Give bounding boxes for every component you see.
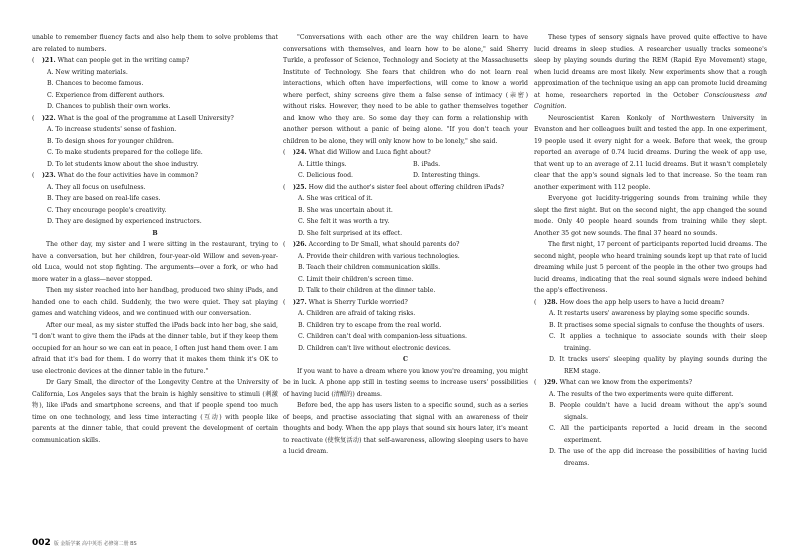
option: D. It tracks users' sleeping quality by playing sounds during the REM stage. (549, 356, 767, 375)
option: D. To let students know about the shoe industry. (47, 160, 199, 168)
option: B. Teach their children communication skills. (298, 264, 441, 271)
question-26: ( )26. According to Dr Small, what should parents do? A. Provide their children with various technologies. B. Teach their children communication skills. C. Limit their children's screen time. D. Talk to their children at the dinner table. (283, 239, 528, 297)
option: C. All the participants reported a lucid dream in the second experiment. (549, 425, 767, 444)
option: C. Experience from different authors. (47, 91, 165, 99)
option: D. They are designed by experienced instructors. (47, 218, 202, 225)
question-23: ( )23. What do the four activities have in common? A. They all focus on usefulness. B. They are based on real-life cases. C. They encourage people's creativity. D. They are designed by experienced instructors. (32, 170, 278, 228)
question-22: ( )22. What is the goal of the programme at Lasell University? A. To increase students' sense of fashion. B. To design shoes for younger children. C. To make students prepared for the college life. D. To let students know about the shoe industry. (32, 113, 278, 171)
option: D. She felt surprised at its effect. (298, 229, 403, 237)
question-text: What is the goal of the programme at Lasell University? (57, 114, 234, 122)
question-text: How does the app help users to have a lucid dream? (559, 298, 725, 306)
section-heading-c: C (403, 356, 408, 363)
section-heading-b: B (152, 229, 158, 237)
option: C. It applies a technique to associate sounds with their sleep training. (549, 333, 767, 352)
option: A. They all focus on usefulness. (47, 183, 146, 191)
question-24: ( )24. What did Willow and Luca fight about? A. Little things. B. iPads. C. Delicious food. D. Interesting things. (283, 147, 528, 182)
option: B. People couldn't have a lucid dream without the app's sound signals. (549, 402, 767, 421)
option: A. She was critical of it. (298, 195, 373, 202)
journal-title: Consciousness and Cognition (534, 91, 767, 110)
option: C. Limit their children's screen time. (298, 275, 414, 283)
option: C. Children can't deal with companion-less situations. (298, 333, 467, 340)
option: A. Children are afraid of taking risks. (298, 310, 416, 317)
question-text: According to Dr Small, what should parents do? (308, 241, 460, 248)
paragraph: Neuroscientist Karen Konkoly of Northwestern University in Evanston and her colleagues built and tested the app. In one experiment, 19 people used it every night for a week. Before that week, the group reported an average of 0.74 lucid dreams. During the week of app use, that went up to an average of 2.11 lucid dreams. But it wasn't completely clear that the app's sound signals led to that increase. So the team ran another experiment with 112 people. (534, 114, 767, 191)
option: A. Little things. (298, 160, 347, 168)
paragraph: The first night, 17 percent of participants reported lucid dreams. The second night, people who heard training sounds kept up that rate of lucid dreaming while just 5 percent of the people in the other two groups had lucid dreams, indicating that the real sound signals were indeed behind the app's effectiveness. (534, 241, 767, 294)
paragraph: Then my sister reached into her handbag, produced two shiny iPads, and handed one to each child. Suddenly, the two were quiet. They sat playing games and watching videos, and we continued with our conversation. (32, 287, 278, 317)
option: C. To make students prepared for the college life. (47, 149, 203, 156)
paragraph: Before bed, the app has users listen to a specific sound, such as a series of beeps, and practise associating that signal with an awareness of their thoughts and body. When the app plays that sound six hours later, it's meant to reactivate (使恢复活动) that self-awareness, allowing sleeping users to have a lucid dream. (283, 402, 528, 455)
paragraph: After our meal, as my sister stuffed the iPads back into her bag, she said, "I don't want to give them the iPads at the dinner table, but if they keep them occupied for an hour so we can eat in peace, I often just hand them over. I am afraid that it's bad for them. I do worry that it makes them think it's OK to use electronic devices at the dinner table in the future." (32, 321, 278, 375)
option: C. Delicious food. (298, 172, 353, 179)
question-text: What can we know from the experiments? (559, 379, 693, 386)
option: B. iPads. (413, 160, 441, 168)
option: A. Provide their children with various technologies. (298, 252, 460, 260)
option: C. They encourage people's creativity. (47, 206, 167, 214)
paragraph: "Conversations with each other are the way children learn to have conversations with themselves, and learn how to be alone," said Sherry Turkle, a professor of Science, Technology and Society at the Massachusetts Institute of Technology. She fears that children who do not learn real interactions, which often have imperfections, will come to know a world where perfect, shiny screens give them a false sense of intimacy (亲密) without risks. However, they need to be able to gather themselves together and know who they are. So some day they can form a relationship with another person without a panic of being alone. "If you don't teach your children to be alone, they will only know how to be lonely," she said. (283, 34, 528, 145)
option: B. Children try to escape from the real world. (298, 321, 442, 329)
question-27: ( )27. What is Sherry Turkle worried? A. Children are afraid of taking risks. B. Children try to escape from the real world. C. Children can't deal with companion-less situations. D. Children can't live without electronic devices. (283, 297, 528, 355)
footer-label: 版 金版学案 高中英语 必修第二册 BS (53, 541, 137, 547)
question-29: ( )29. What can we know from the experiments? A. The results of the two experiments were quite different. B. People couldn't have a lucid dream without the app's sound signals. C. All the participants reported a lucid dream in the second experiment. D. The use of the app did increase the possibilities of having lucid dreams. (534, 377, 767, 469)
column-middle (283, 32, 528, 458)
option: B. It practises some special signals to confuse the thoughts of users. (549, 321, 765, 329)
option: A. To increase students' sense of fashion. (47, 126, 177, 133)
question-21: ( )21. What can people get in the writing camp? A. New writing materials. B. Chances to become famous. C. Experience from different authors. D. Chances to publish their own works. (32, 55, 278, 113)
option: D. The use of the app did increase the possibilities of having lucid dreams. (549, 448, 767, 467)
option: D. Talk to their children at the dinner table. (298, 287, 436, 294)
paragraph: Everyone got lucidity-triggering sounds from training while they slept the first night. But on the second night, the app changed the sound mode. Only 40 people heard sounds from training while they slept. Another 35 got new sounds. The final 37 heard no sounds. (534, 195, 767, 237)
question-text: How did the author's sister feel about offering children iPads? (308, 183, 505, 191)
option: B. They are based on real-life cases. (47, 195, 161, 202)
paragraph: Dr Gary Small, the director of the Longevity Centre at the University of California, Los Angeles says that the brain is highly sensitive to stimuli (刺激物), like iPads and smartphone screens, and that if people spend too much time on one technology, and less time interacting (互动) with people like parents at the dinner table, that could prevent the development of certain communication skills. (32, 379, 278, 444)
option: D. Chances to publish their own works. (47, 103, 171, 110)
question-text: What can people get in the writing camp? (57, 57, 190, 64)
paragraph: These types of sensory signals have proved quite effective to have lucid dreams in sleep studies. A researcher usually tracks someone's sleep by playing sounds during the REM (Rapid Eye Movement) stage, when lucid dreams are most likely. New experiments show that a rough approximation of the technique using an app can promote lucid dreaming at home, researchers reported in the October Consciousness and Cognition. (534, 34, 767, 110)
question-text: What did Willow and Luca fight about? (308, 149, 431, 156)
option: A. The results of the two experiments were quite different. (549, 390, 734, 398)
option: C. She felt it was worth a try. (298, 218, 390, 225)
question-text: What is Sherry Turkle worried? (308, 298, 408, 306)
option: A. It restarts users' awareness by playing some specific sounds. (549, 310, 750, 317)
option: B. To design shoes for younger children. (47, 137, 174, 145)
paragraph: If you want to have a dream where you know you're dreaming, you might be in luck. A phone app still in testing seems to increase users' possibilities of having lucid (清醒的) dreams. (283, 367, 528, 398)
paragraph: The other day, my sister and I were sitting in the restaurant, trying to have a conversation, but her children, four-year-old Willow and seven-year-old Luca, would not stop fighting. The arguments—over a fork, or who had more water in a glass—never stopped. (32, 241, 278, 283)
column-right (534, 32, 767, 469)
option: D. Interesting things. (413, 172, 480, 179)
option: A. New writing materials. (47, 68, 128, 76)
option: B. Chances to become famous. (47, 80, 144, 87)
page-footer (32, 538, 137, 548)
question-text: What do the four activities have in common? (57, 172, 198, 179)
intro-text: unable to remember fluency facts and also help them to solve problems that are related to numbers. (32, 34, 278, 53)
option: D. Children can't live without electronic devices. (298, 344, 451, 352)
question-25: ( )25. How did the author's sister feel about offering children iPads? A. She was critical of it. B. She was uncertain about it. C. She felt it was worth a try. D. She felt surprised at its effect. (283, 182, 528, 240)
column-left (32, 32, 278, 446)
option: B. She was uncertain about it. (298, 206, 393, 214)
question-28: ( )28. How does the app help users to have a lucid dream? A. It restarts users' awareness by playing some specific sounds. B. It practises some special signals to confuse the thoughts of users. C. It applies a technique to associate sounds with their sleep training. D. It tracks users' sleeping quality by playing sounds during the REM stage. (534, 297, 767, 378)
page-number: 002 (32, 538, 51, 548)
